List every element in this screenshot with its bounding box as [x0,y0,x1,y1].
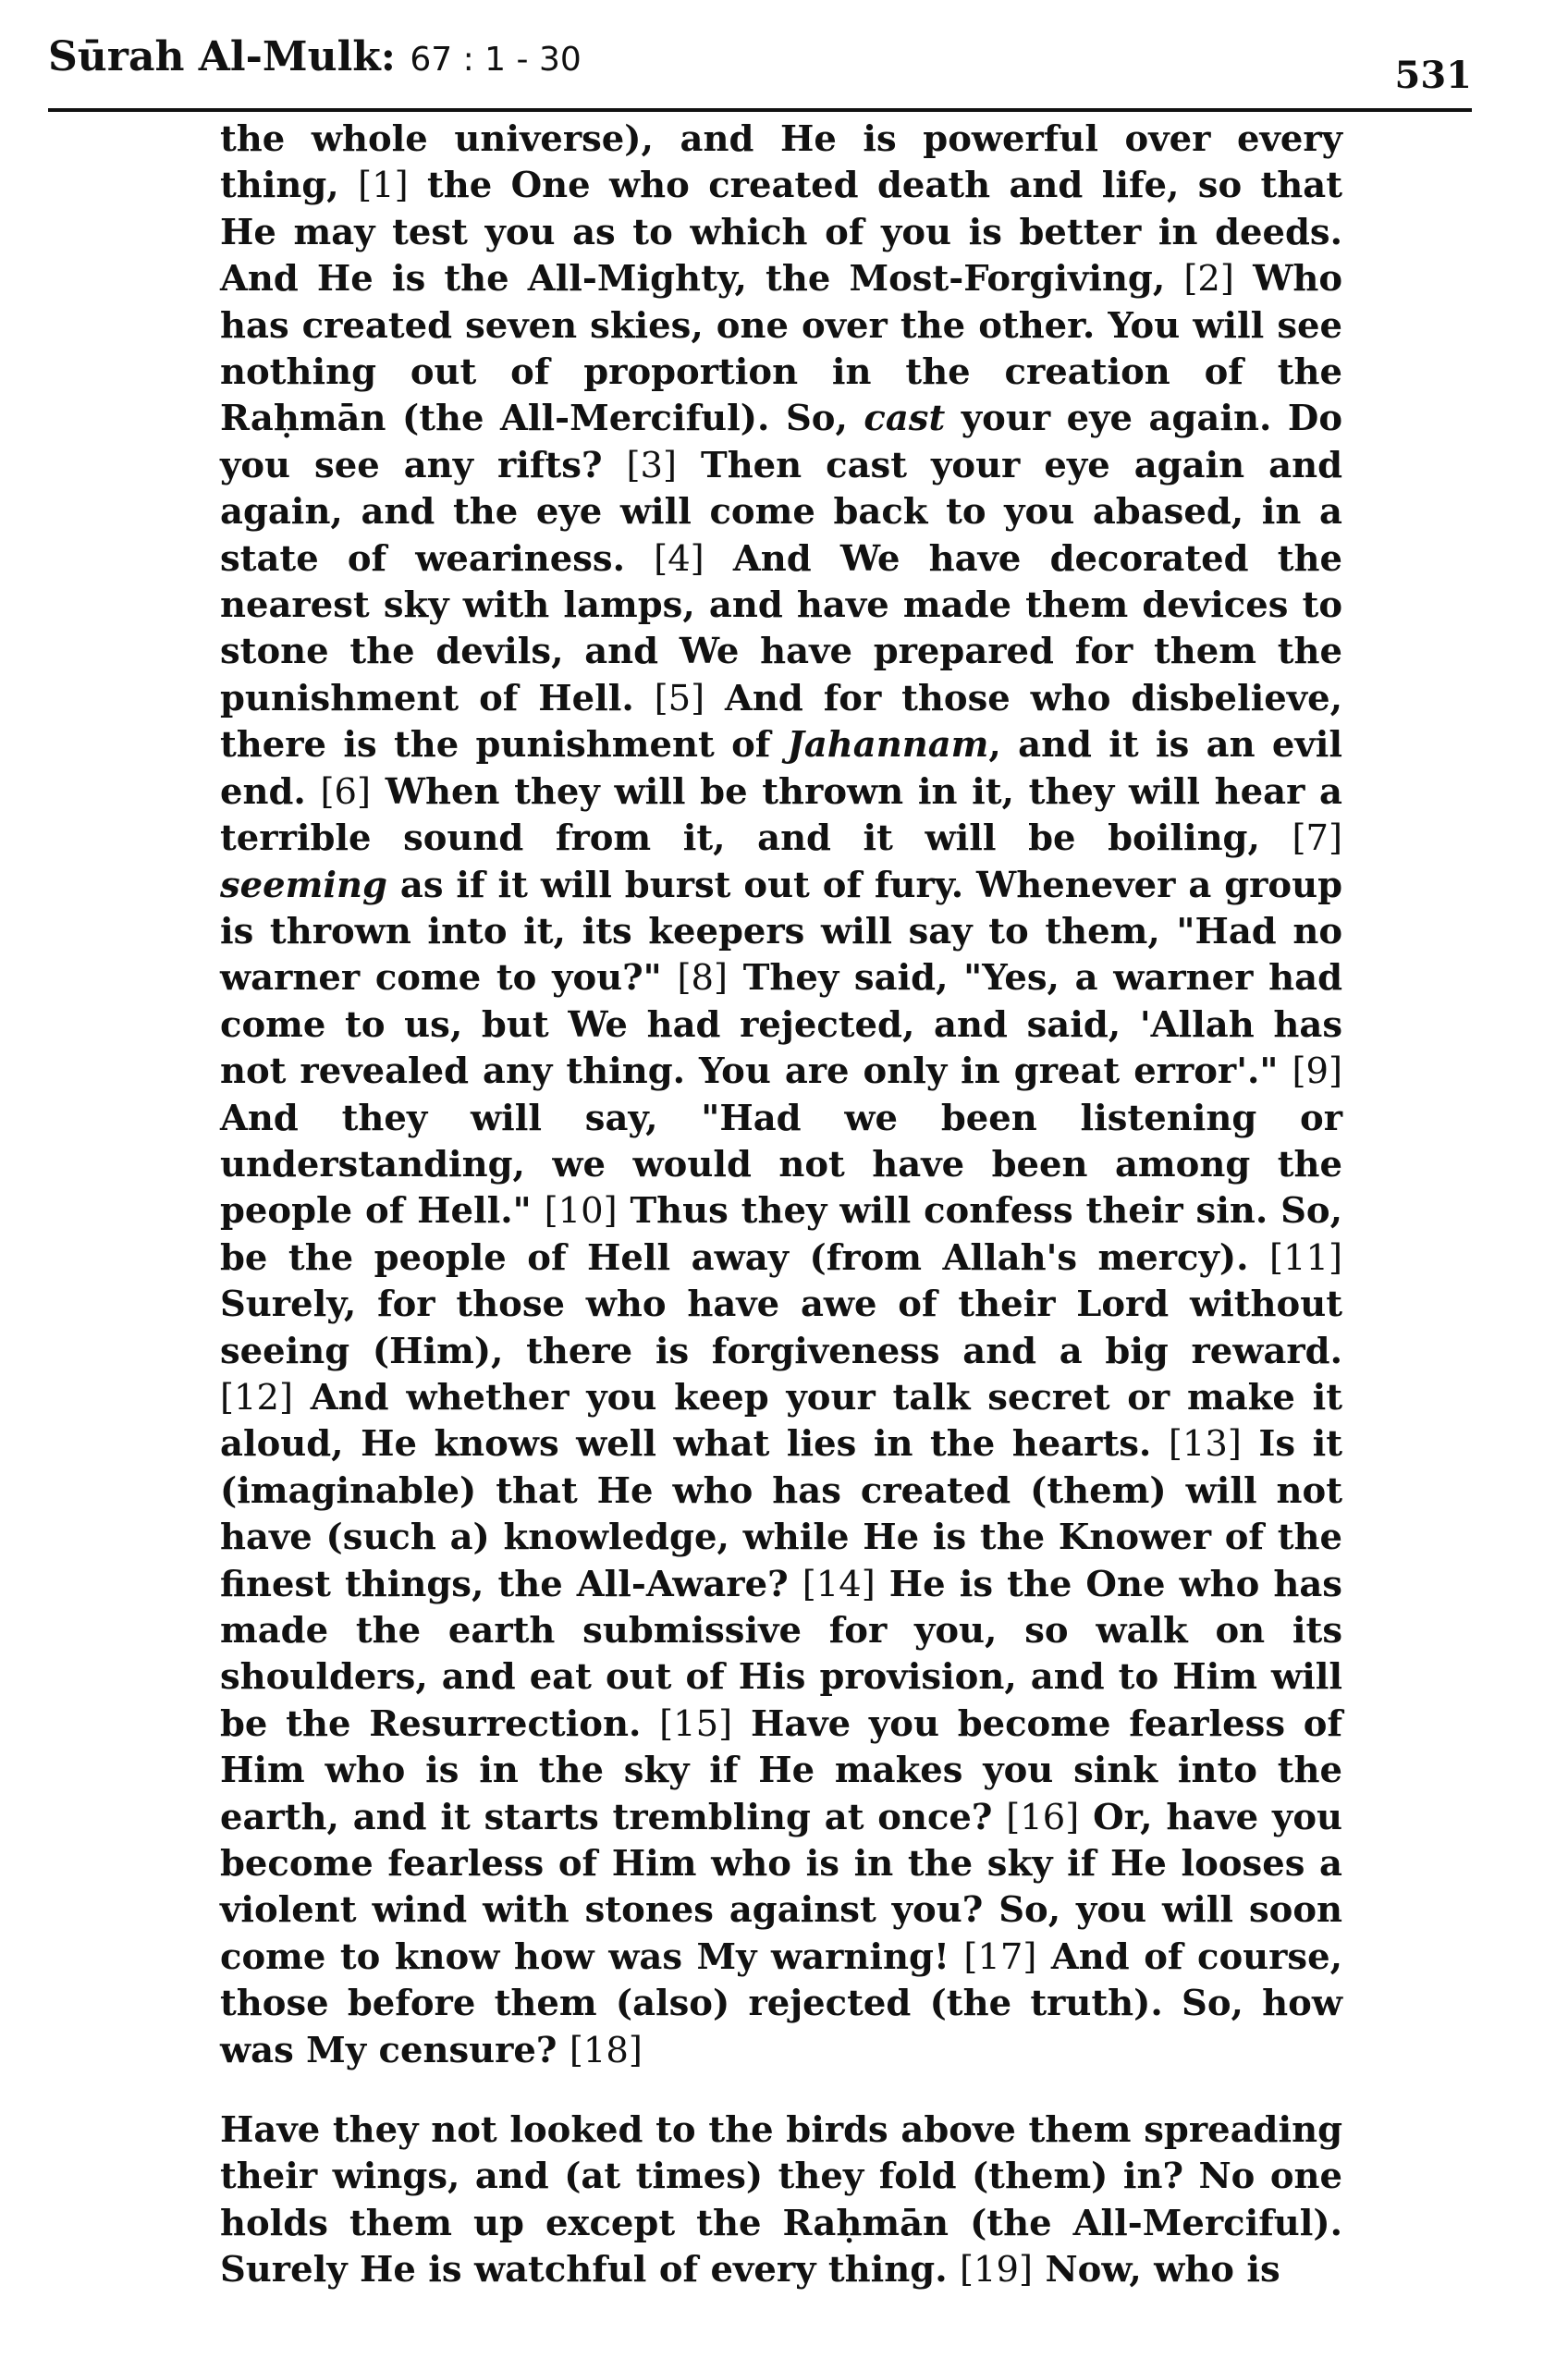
text-run: Have you become fearless of Him who is in the sky if He makes you sink into the earth, and it starts trembling at once? [220,1702,1343,1838]
verse-number: [1] [358,165,409,207]
paragraph-1 [220,117,1342,2074]
verse-number: [18] [569,2029,643,2071]
verse-number: [7] [1292,817,1342,860]
text-run: Now, who is [1033,2249,1280,2291]
text-run: Have they not looked to the birds above them spreading their wings, and (at times) they fold (them) in? No one holds them up except the Raḥmān (the All-Merciful). Surely He is watchful of every thing. [220,2109,1342,2291]
surah-reference: 67 : 1 - 30 [410,41,582,79]
body-text [220,117,1342,2294]
paragraph-2 [220,2107,1342,2294]
header-rule [48,108,1472,112]
verse-number: [13] [1168,1423,1242,1466]
text-run: And We have decorated the nearest sky with lamps, and have made them devices to stone the devils, and We have prepared for them the punishment of Hell. [220,537,1342,719]
italic-word: cast [864,398,946,440]
text-run: And they will say, "Had we been listening or understanding, we would not have been among the people of Hell." [220,1097,1342,1233]
text-run: the One who created death and life, so that He may test you as to which of you is better in deeds. And He is the All-Mighty, the Most-Forgiving, [220,165,1342,301]
surah-title: Sūrah Al-Mulk: [48,33,397,80]
italic-word: seeming [220,864,387,906]
text-run: And of course, those before them (also) rejected (the truth). So, how was My censure? [220,1935,1342,2071]
verse-number: [2] [1183,258,1234,301]
verse-number: [12] [220,1376,294,1419]
verse-number: [16] [1006,1796,1080,1838]
text-run: Thus they will confess their sin. So, be the people of Hell away (from Allah's mercy). [220,1190,1343,1279]
verse-number: [10] [544,1190,618,1233]
verse-number: [6] [320,770,372,813]
text-run: Then cast your eye again and again, and the eye will come back to you abased, in a state of weariness. [220,444,1342,580]
verse-number: [9] [1292,1050,1342,1093]
verse-number: [14] [802,1563,876,1605]
text-run: He is the One who has made the earth submissive for you, so walk on its shoulders, and eat out of His provision, and to Him will be the Resurrection. [220,1563,1342,1745]
text-run: And for those who disbelieve, there is the punishment of [220,677,1342,767]
verse-number: [3] [626,444,678,486]
verse-number: [15] [659,1702,733,1745]
arabic-term: Jahannam [787,724,989,767]
verse-number: [17] [963,1935,1037,1978]
verse-number: [5] [654,677,705,719]
text-run: your eye again. Do you see any rifts? [220,398,1342,486]
text-run: Or, have you become fearless of Him who is in the sky if He looses a violent wind with stones against you? So, you will soon come to know how was My warning! [220,1796,1342,1978]
text-run: as if it will burst out of fury. Whenever a group is thrown into it, its keepers will say to them, "Had no warner come to you?" [220,864,1342,1000]
text-run: Surely, for those who have awe of their Lord without seeing (Him), there is forgiveness and a big reward. [220,1284,1342,1372]
verse-number: [8] [677,957,728,1000]
text-run: When they will be thrown in it, they will hear a terrible sound from it, and it will be boiling, [220,770,1342,860]
text-run: Is it (imaginable) that He who has created (them) will not have (such a) knowledge, while He is the Knower of the finest things, the All-Aware? [220,1423,1342,1605]
text-run: the whole universe), and He is powerful over every thing, [220,118,1342,207]
verse-number: [19] [960,2249,1034,2291]
page-number: 531 [1394,54,1472,97]
text-run: Who has created seven skies, one over the other. You will see nothing out of proportion in the creation of the Raḥmān (the All-Merciful). So, [220,258,1343,440]
verse-number: [11] [1268,1236,1342,1279]
text-run: They said, "Yes, a warner had come to us, but We had rejected, and said, 'Allah has not revealed any thing. You are only in great error'." [220,957,1342,1093]
verse-number: [4] [654,537,704,580]
text-run: And whether you keep your talk secret or make it aloud, He knows well what lies in the hearts. [220,1376,1342,1466]
running-title [48,33,582,80]
text-run: , and it is an evil end. [220,724,1342,813]
page-header [48,33,1472,107]
